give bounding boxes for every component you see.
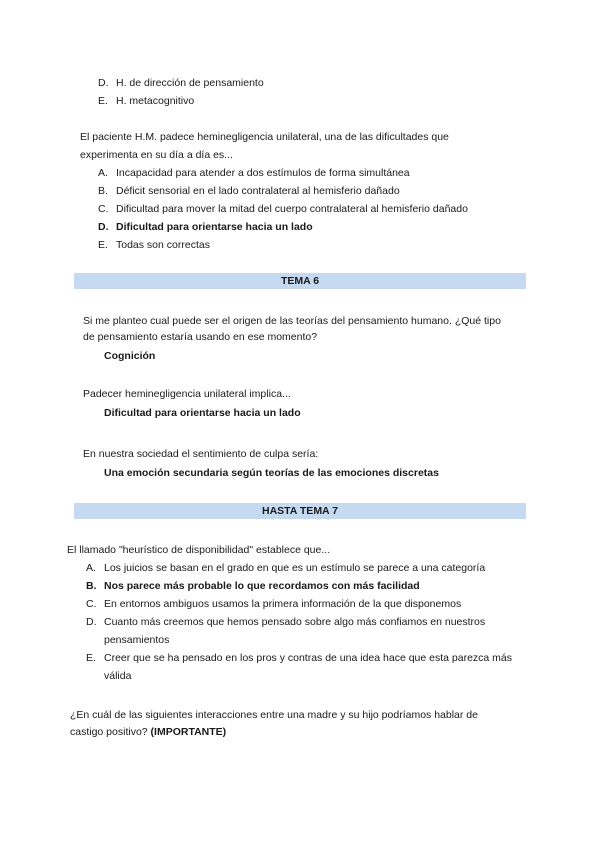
option-text: H. metacognitivo xyxy=(116,95,195,107)
option-letter: E. xyxy=(98,239,108,251)
option-text: Cuanto más creemos que hemos pensado sobre algo más confiamos en nuestros xyxy=(104,616,486,628)
question-1-line2: experimenta en su día a día es... xyxy=(80,149,233,161)
option-text: En entornos ambiguos usamos la primera información de la que disponemos xyxy=(104,598,462,610)
option-letter: E. xyxy=(86,652,96,664)
option-text: Todas son correctas xyxy=(116,239,210,251)
option-text: Los juicios se basan en el grado en que es un estímulo se parece a una categoría xyxy=(104,562,486,574)
question-2-line2: de pensamiento estaría usando en ese momento? xyxy=(83,331,318,343)
section-header-hasta-tema-7: HASTA TEMA 7 xyxy=(74,503,526,519)
option-letter: C. xyxy=(98,203,109,215)
question-2-line1: Si me planteo cual puede ser el origen de las teorías del pensamiento humano. ¿Qué tipo xyxy=(83,315,501,327)
option-letter: C. xyxy=(86,598,97,610)
answer-4: Una emoción secundaria según teorías de las emociones discretas xyxy=(104,467,439,479)
option-text: Creer que se ha pensado en los pros y contras de una idea hace que esta parezca más xyxy=(104,652,513,664)
option-letter: B. xyxy=(86,580,97,592)
option-letter: A. xyxy=(86,562,96,574)
option-text: H. de dirección de pensamiento xyxy=(116,77,264,89)
option-letter: E. xyxy=(98,95,108,107)
important-tag: (IMPORTANTE) xyxy=(150,726,227,738)
option-text: Dificultad para orientarse hacia un lado xyxy=(116,221,313,233)
answer-3: Dificultad para orientarse hacia un lado xyxy=(104,407,301,419)
section-header-tema-6: TEMA 6 xyxy=(74,273,526,289)
option-letter: A. xyxy=(98,167,108,179)
option-text: Dificultad para mover la mitad del cuerpo contralateral al hemisferio dañado xyxy=(116,203,468,215)
question-3: Padecer heminegligencia unilateral implica... xyxy=(83,388,291,400)
option-letter: D. xyxy=(98,221,109,233)
option-text: Incapacidad para atender a dos estímulos de forma simultánea xyxy=(116,167,410,179)
question-5: El llamado "heurístico de disponibilidad" establece que... xyxy=(67,544,331,556)
q5-option-d-continuation: pensamientos xyxy=(104,634,170,646)
option-letter: D. xyxy=(86,616,97,628)
q5-option-e-continuation: válida xyxy=(104,670,132,682)
answer-2: Cognición xyxy=(104,350,156,362)
question-6-line1: ¿En cuál de las siguientes interacciones entre una madre y su hijo podríamos hablar de xyxy=(70,709,478,721)
option-letter: B. xyxy=(98,185,108,197)
option-letter: D. xyxy=(98,77,109,89)
option-text: Nos parece más probable lo que recordamos con más facilidad xyxy=(104,580,420,592)
question-6-line2 xyxy=(70,726,226,738)
question-6-text: castigo positivo? xyxy=(70,726,151,738)
option-text: Déficit sensorial en el lado contralateral al hemisferio dañado xyxy=(116,185,400,197)
question-4: En nuestra sociedad el sentimiento de culpa sería: xyxy=(83,448,319,460)
question-1-line1: El paciente H.M. padece heminegligencia unilateral, una de las dificultades que xyxy=(80,131,449,143)
